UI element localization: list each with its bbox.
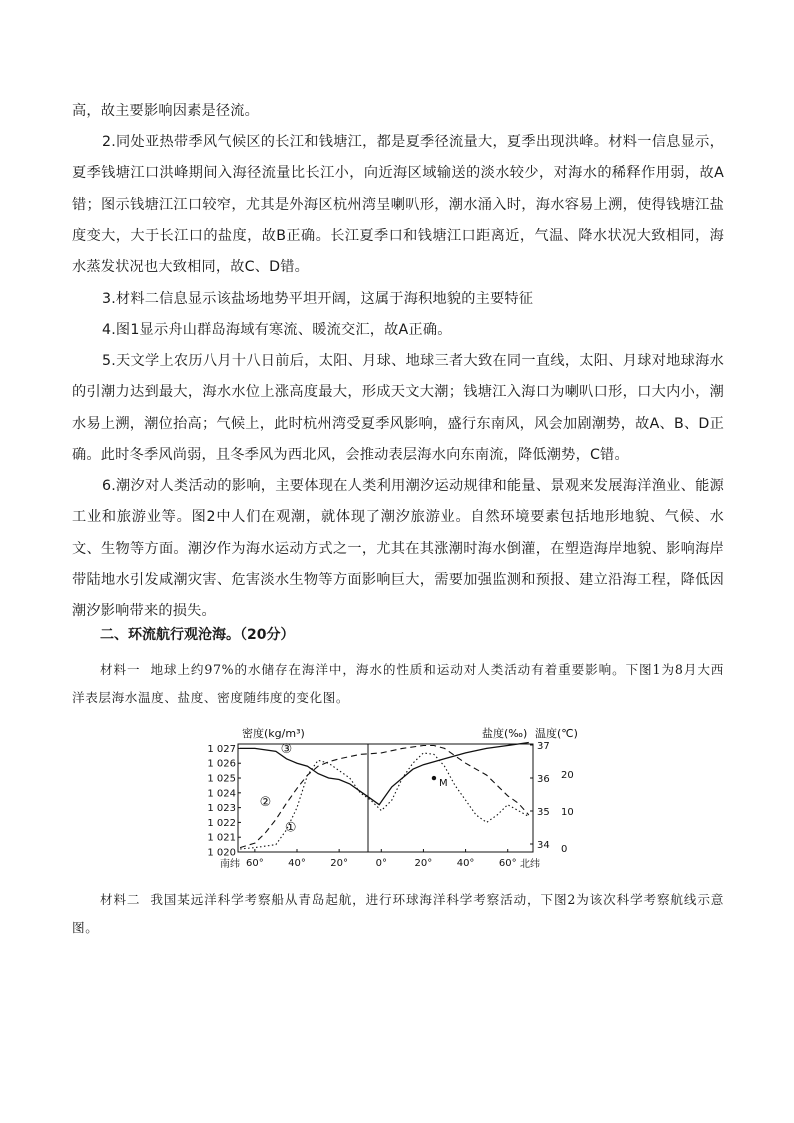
material-1-text: 地球上约97%的水储存在海洋中，海水的性质和运动对人类活动有着重要影响。下图1为8月大西洋表层海水温度、盐度、密度随纬度的变化图。: [72, 662, 724, 705]
x-tick-label: 40°: [456, 858, 475, 869]
density-tick-label: 1 021: [207, 832, 236, 844]
series-marker-1: ①: [284, 820, 297, 836]
density-tick-label: 1 027: [207, 743, 236, 755]
plot-frame: [238, 741, 533, 852]
paragraph-5: 5.天文学上农历八月十八日前后，太阳、月球、地球三者大致在同一直线，太阳、月球对地球海水的引潮力达到最大，海水水位上涨高度最大，形成天文大潮；钱塘江入海口为喇叭口形，口大内小，潮水易上溯，潮位抬高；气候上，此时杭州湾受夏季风影响，盛行东南风，风会加剧潮势，故A、B、D正确。此时冬季风尚弱，且冬季风为西北风，会推动表层海水向东南流，降低潮势，C错。: [72, 353, 724, 463]
temperature-tick-label: 0: [561, 844, 568, 855]
x-label-south: 南纬: [220, 859, 240, 870]
series-marker-3: ③: [280, 741, 293, 757]
density-tick-label: 1 022: [207, 817, 236, 829]
point-m-label: M: [438, 778, 448, 790]
paragraph-2: 2.同处亚热带季风气候区的长江和钱塘江，都是夏季径流量大，夏季出现洪峰。材料一信息显示，夏季钱塘江口洪峰期间入海径流量比长江小，向近海区域输送的淡水较少，对海水的稀释作用弱，故A错；图示钱塘江江口较窄，尤其是外海区杭州湾呈喇叭形，潮水涌入时，海水容易上溯，使得钱塘江盐度变大，大于长江口的盐度，故B正确。长江夏季口和钱塘江口距离近，气温、降水状况大致相同，海水蒸发状况也大致相同，故C、D错。: [72, 134, 724, 276]
x-label-north: 北纬: [520, 859, 540, 870]
temperature-tick-label: 10: [561, 807, 574, 818]
density-tick-label: 1 025: [207, 773, 236, 785]
salinity-tick-label: 36: [537, 774, 550, 785]
x-tick-label: 20°: [414, 858, 433, 869]
x-tick-label: 0°: [375, 858, 387, 869]
section-title: 二、环流航行观沧海。（20分）: [100, 627, 295, 643]
series-marker-2: ②: [259, 795, 272, 811]
series-line-1: [240, 753, 529, 849]
temperature-axis-label: 温度(℃): [535, 727, 578, 740]
salinity-tick-label: 35: [537, 807, 550, 818]
paragraph-4: 4.图1显示舟山群岛海域有寒流、暖流交汇，故A正确。: [102, 322, 452, 338]
density-axis-label: 密度(kg/m³): [242, 727, 305, 740]
point-m-dot: [432, 776, 436, 780]
temperature-tick-label: 20: [561, 770, 574, 781]
material-2-text: 我国某远洋科学考察船从青岛起航，进行环球海洋科学考察活动，下图2为该次科学考察航线示意图。: [72, 892, 724, 935]
material-2-label: 材料二: [100, 892, 141, 907]
salinity-tick-label: 34: [537, 840, 550, 851]
density-tick-label: 1 020: [207, 847, 236, 859]
density-tick-label: 1 024: [207, 788, 236, 800]
salinity-axis-label: 盐度(‰): [482, 727, 528, 740]
paragraph-1: 高，故主要影响因素是径流。: [72, 103, 260, 119]
material-2: [72, 886, 724, 942]
material-1-label: 材料一: [100, 662, 141, 677]
density-tick-label: 1 023: [207, 803, 236, 815]
material-1: [72, 656, 724, 712]
paragraph-3: 3.材料二信息显示该盐场地势平坦开阔，这属于海积地貌的主要特征: [102, 291, 534, 307]
x-tick-label: 60°: [498, 858, 517, 869]
x-tick-label: 20°: [330, 858, 349, 869]
x-tick-label: 60°: [245, 858, 264, 869]
latitude-chart: [207, 722, 580, 874]
x-tick-label: 40°: [288, 858, 306, 869]
salinity-tick-label: 37: [537, 741, 550, 752]
paragraph-6: 6.潮汐对人类活动的影响，主要体现在人类利用潮汐运动规律和能量、景观来发展海洋渔业、能源工业和旅游业等。图2中人们在观潮，就体现了潮汐旅游业。自然环境要素包括地形地貌、气候、水文、生物等方面。潮汐作为海水运动方式之一，尤其在其涨潮时海水倒灌，在塑造海岸地貌、影响海岸带陆地水引发咸潮灾害、危害淡水生物等方面影响巨大，需要加强监测和预报、建立沿海工程，降低因潮汐影响带来的损失。: [72, 478, 724, 620]
density-tick-label: 1 026: [207, 758, 236, 770]
